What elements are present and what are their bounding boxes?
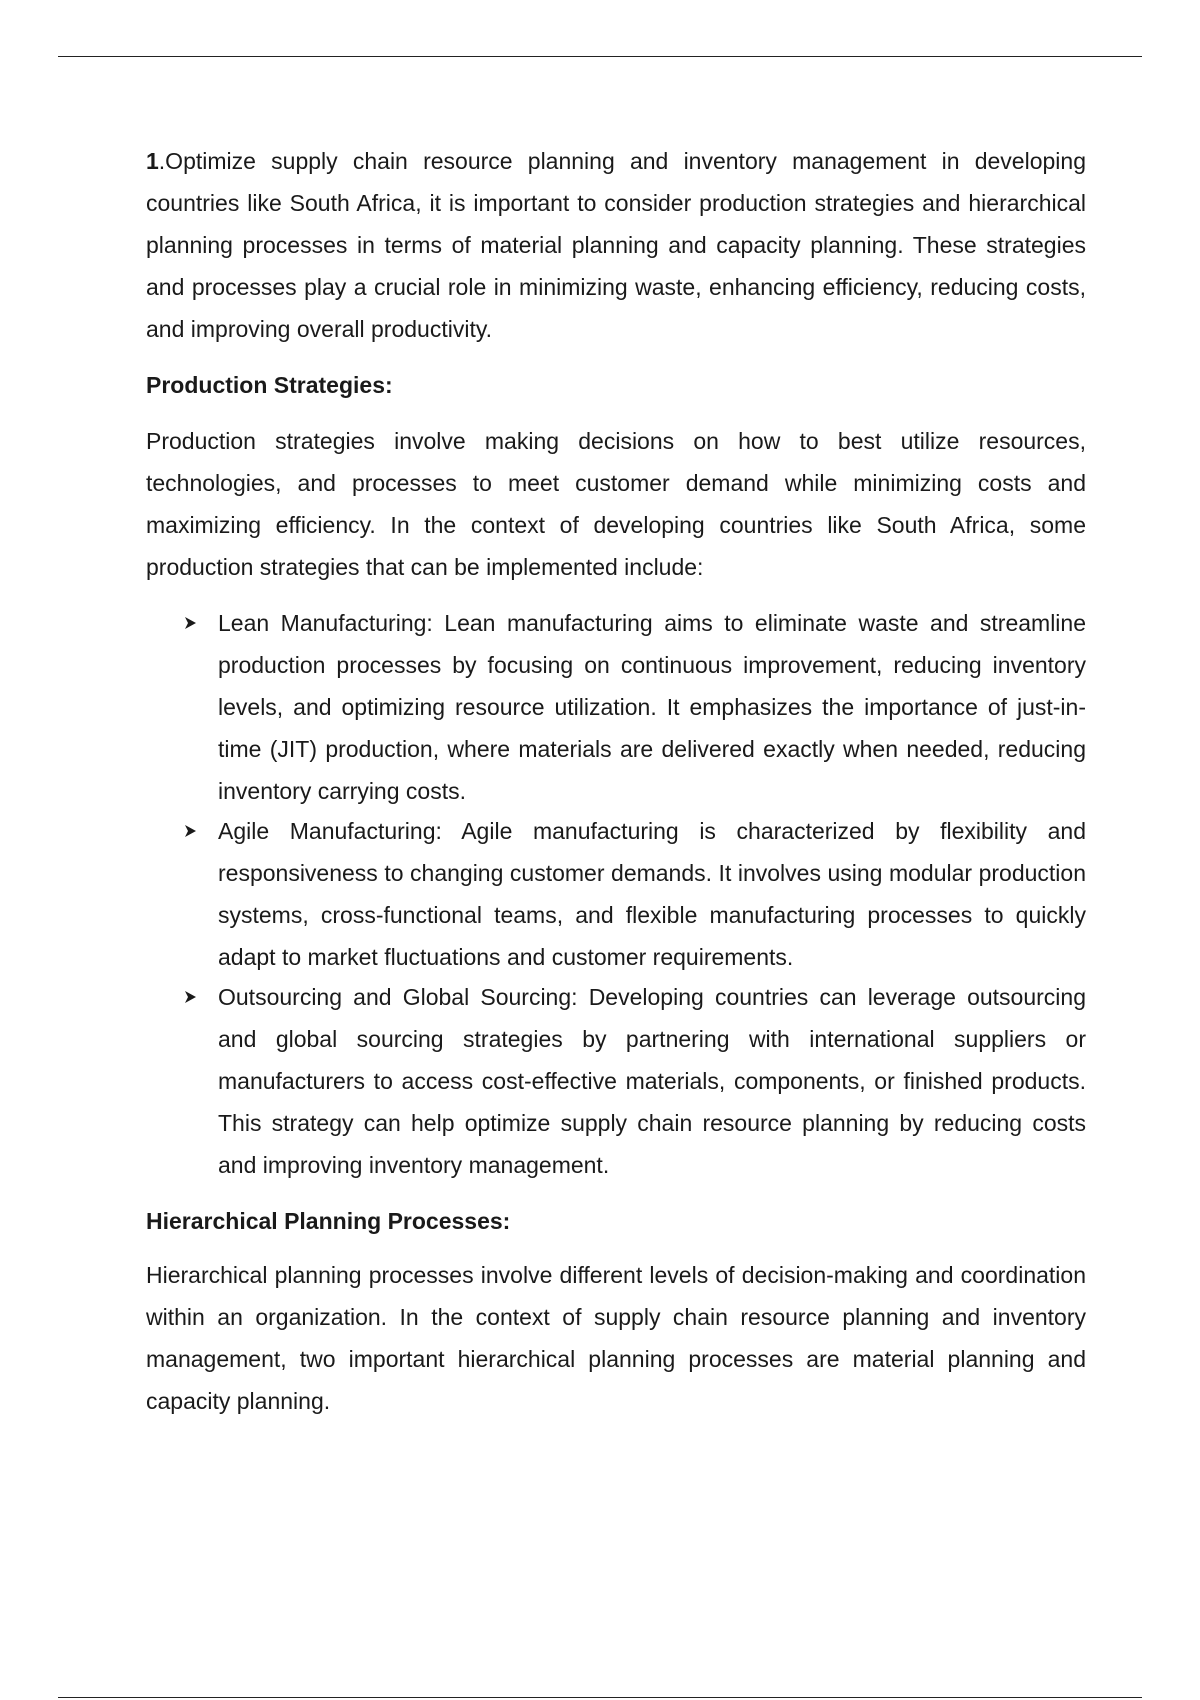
section-heading-production-strategies: Production Strategies: [146, 372, 393, 398]
list-item-text: Outsourcing and Global Sourcing: Developing countries can leverage outsourcing and global sourcing strategies by partnering with international suppliers or manufacturers to access cost-effective materials, components, or finished products. This strategy can help optimize supply chain resource planning by reducing costs and improving inventory management. [218, 984, 1086, 1178]
footer-rule [58, 1697, 1142, 1698]
document-content [146, 140, 1086, 1422]
question-number: 1 [146, 148, 159, 174]
section-heading-hierarchical-planning: Hierarchical Planning Processes: [146, 1208, 511, 1234]
production-strategies-list [146, 602, 1086, 1186]
list-item-text: Agile Manufacturing: Agile manufacturing is characterized by flexibility and responsiveness to changing customer demands. It involves using modular production systems, cross-functional teams, and flexible manufacturing processes to quickly adapt to market fluctuations and customer requirements. [218, 818, 1086, 970]
arrowhead-bullet-icon [181, 602, 201, 644]
arrowhead-bullet-icon [181, 810, 201, 852]
intro-paragraph [146, 140, 1086, 350]
production-strategies-paragraph: Production strategies involve making decisions on how to best utilize resources, technologies, and processes to meet customer demand while minimizing costs and maximizing efficiency. In the context of developing countries like South Africa, some production strategies that can be implemented include: [146, 428, 1086, 580]
list-item-agile-manufacturing [146, 810, 1086, 978]
list-item-text: Lean Manufacturing: Lean manufacturing aims to eliminate waste and streamline production processes by focusing on continuous improvement, reducing inventory levels, and optimizing resource utilization. It emphasizes the importance of just-in-time (JIT) production, where materials are delivered exactly when needed, reducing inventory carrying costs. [218, 610, 1086, 804]
list-item-lean-manufacturing [146, 602, 1086, 812]
intro-text: .Optimize supply chain resource planning and inventory management in developing countries like South Africa, it is important to consider production strategies and hierarchical planning processes in terms of material planning and capacity planning. These strategies and processes play a crucial role in minimizing waste, enhancing efficiency, reducing costs, and improving overall productivity. [146, 148, 1086, 342]
hierarchical-planning-paragraph: Hierarchical planning processes involve different levels of decision-making and coordination within an organization. In the context of supply chain resource planning and inventory management, two important hierarchical planning processes are material planning and capacity planning. [146, 1262, 1086, 1414]
header-rule [58, 56, 1142, 57]
list-item-outsourcing-global-sourcing [146, 976, 1086, 1186]
arrowhead-bullet-icon [181, 976, 201, 1018]
